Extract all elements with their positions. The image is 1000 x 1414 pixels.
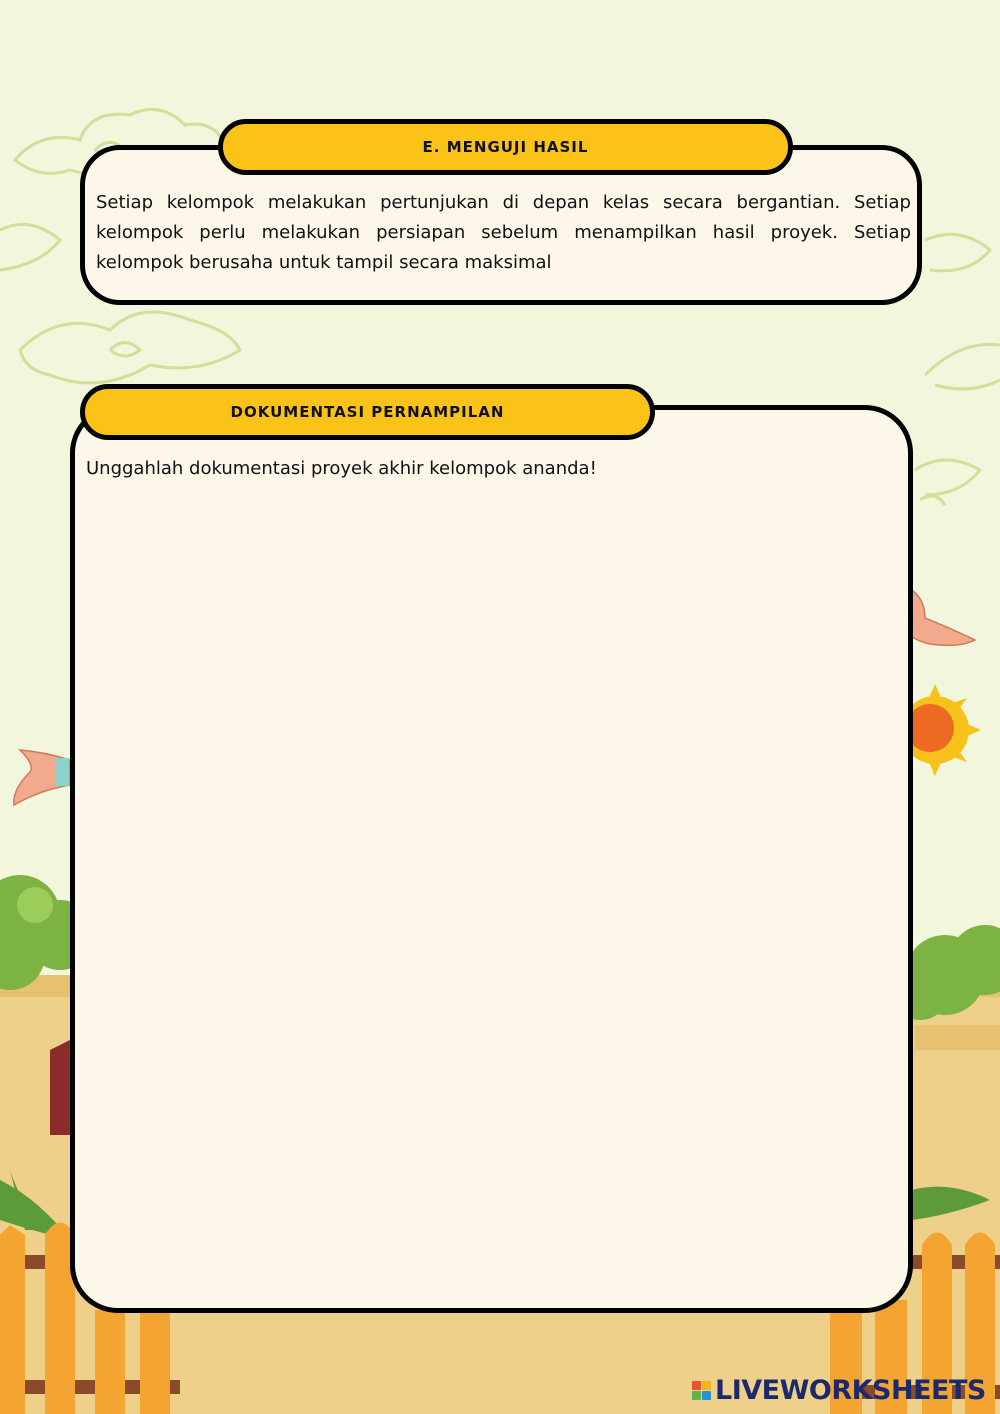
section-e-title: E. MENGUJI HASIL: [218, 119, 793, 175]
sun-icon: [901, 684, 981, 776]
sleeve-icon: [55, 758, 69, 786]
person-skirt-icon: [50, 1040, 70, 1135]
documentation-title: DOKUMENTASI PERNAMPILAN: [80, 384, 655, 440]
liveworksheets-mark-icon: [692, 1381, 711, 1400]
documentation-box: [70, 405, 913, 1313]
liveworksheets-logo[interactable]: [692, 1374, 986, 1406]
upload-area[interactable]: [86, 490, 896, 1290]
liveworksheets-brand: LIVEWORKSHEETS: [715, 1374, 986, 1406]
section-e-body: Setiap kelompok melakukan pertunjukan di depan kelas secara bergantian. Setiap kelompok perlu melakukan persiapan sebelum menampilkan hasil proyek. Setiap kelompok berusaha untuk tampil secara maksimal: [96, 192, 911, 273]
hand-right-icon: [905, 590, 975, 645]
documentation-instruction: Unggahlah dokumentasi proyek akhir kelompok ananda!: [86, 458, 597, 479]
